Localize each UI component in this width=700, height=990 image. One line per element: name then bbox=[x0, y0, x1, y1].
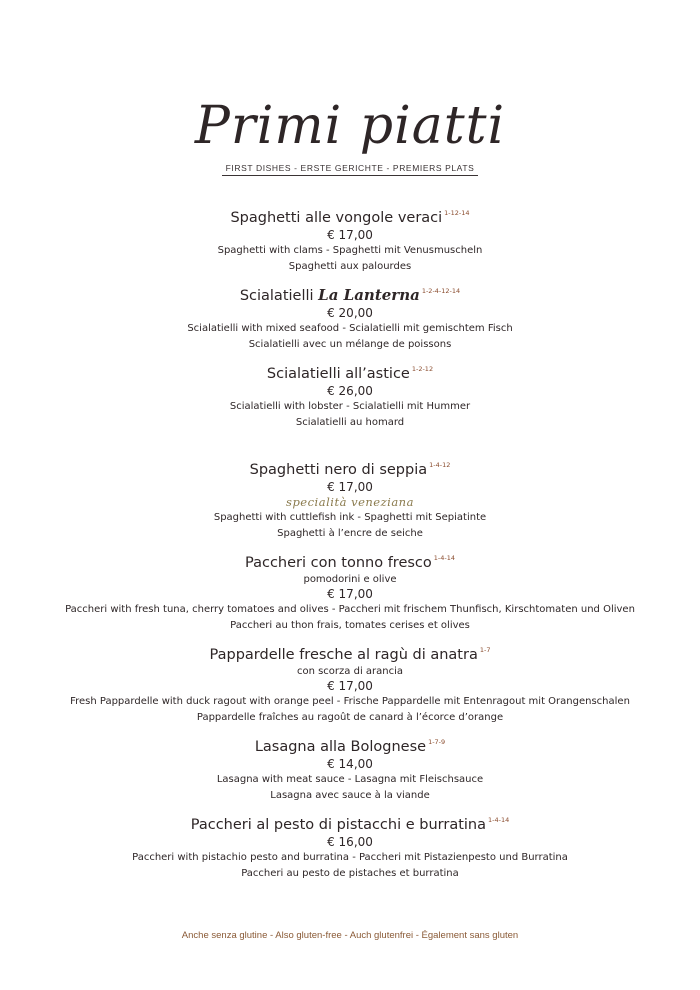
house-name-logo: La Lanterna bbox=[318, 286, 420, 304]
dish-description-en-de: Lasagna with meat sauce - Lasagna mit Fleischsauce bbox=[216, 774, 484, 785]
menu-item-pappardelle-anatra bbox=[0, 641, 700, 725]
dish-description-en-de: Scialatielli with lobster - Scialatielli mit Hummer bbox=[229, 401, 471, 412]
menu-item-scialatielli-lanterna bbox=[0, 282, 700, 352]
dish-name: Paccheri con tonno fresco bbox=[245, 555, 432, 571]
dish-description-fr: Lasagna avec sauce à la viande bbox=[270, 789, 430, 801]
menu-item-paccheri-tonno bbox=[0, 549, 700, 633]
dish-name: Scialatielli bbox=[239, 288, 314, 304]
menu-item-spaghetti-vongole bbox=[0, 204, 700, 274]
dish-name: Paccheri al pesto di pistacchi e burratina bbox=[190, 817, 486, 833]
dish-description-en-de: Spaghetti with clams - Spaghetti mit Venusmuscheln bbox=[217, 245, 483, 256]
dish-price: € 17,00 bbox=[327, 679, 373, 693]
menu-item-paccheri-pistacchi bbox=[0, 811, 700, 881]
dish-description-fr: Pappardelle fraîches au ragoût de canard à l’écorce d’orange bbox=[196, 711, 504, 723]
dish-description-fr: Spaghetti aux palourdes bbox=[288, 260, 412, 272]
dish-description-en-de: Fresh Pappardelle with duck ragout with orange peel - Frische Pappardelle mit Entenragout mit Orangenschalen bbox=[70, 696, 630, 707]
dish-description-fr: Spaghetti à l’encre de seiche bbox=[277, 527, 423, 539]
dish-price: € 26,00 bbox=[327, 384, 373, 398]
dish-name: Scialatielli all’astice bbox=[266, 366, 410, 382]
dish-name: Lasagna alla Bolognese bbox=[254, 739, 427, 755]
allergen-codes: 1-4-14 bbox=[433, 554, 455, 562]
allergen-codes: 1-2-4-12-14 bbox=[421, 287, 461, 295]
dish-name: Spaghetti nero di seppia bbox=[249, 462, 428, 478]
dish-price: € 17,00 bbox=[327, 480, 373, 494]
dish-name: Spaghetti alle vongole veraci bbox=[230, 210, 443, 226]
allergen-codes: 1-4-12 bbox=[429, 461, 451, 469]
menu-item-scialatielli-astice bbox=[0, 360, 700, 430]
dish-note: pomodorini e olive bbox=[303, 574, 397, 585]
menu-item-lasagna bbox=[0, 733, 700, 803]
dish-price: € 17,00 bbox=[327, 228, 373, 242]
dish-price: € 16,00 bbox=[327, 835, 373, 849]
menu-item-spaghetti-nero bbox=[0, 456, 700, 541]
allergen-codes: 1-2-12 bbox=[411, 365, 434, 373]
dish-description-fr: Scialatielli au homard bbox=[295, 416, 405, 428]
dish-price: € 17,00 bbox=[327, 587, 373, 601]
dish-note: con scorza di arancia bbox=[296, 666, 404, 677]
dish-name: Pappardelle fresche al ragù di anatra bbox=[209, 647, 478, 663]
dish-description-fr: Scialatielli avec un mélange de poissons bbox=[248, 338, 452, 350]
dish-description-en-de: Scialatielli with mixed seafood - Scialatielli mit gemischtem Fisch bbox=[187, 323, 513, 334]
dish-price: € 20,00 bbox=[327, 306, 373, 320]
dish-description-fr: Paccheri au pesto de pistaches et burratina bbox=[241, 867, 459, 879]
specialty-tag: specialità veneziana bbox=[286, 495, 414, 509]
dish-list bbox=[0, 204, 700, 881]
allergen-codes: 1-4-14 bbox=[488, 816, 510, 824]
dish-description-fr: Paccheri au thon frais, tomates cerises et olives bbox=[230, 619, 470, 631]
allergen-codes: 1-7 bbox=[479, 646, 491, 654]
dish-description-en-de: Paccheri with fresh tuna, cherry tomatoes and olives - Paccheri mit frischem Thunfisch, Kirschtomaten und Oliven bbox=[65, 604, 635, 615]
menu-header bbox=[0, 96, 700, 176]
allergen-codes: 1-7-9 bbox=[428, 738, 446, 746]
dish-price: € 14,00 bbox=[327, 757, 373, 771]
page-subtitle: FIRST DISHES - ERSTE GERICHTE - PREMIERS PLATS bbox=[222, 163, 479, 176]
page-title: Primi piatti bbox=[194, 96, 506, 156]
dish-description-en-de: Paccheri with pistachio pesto and burratina - Paccheri mit Pistazienpesto und Burratina bbox=[132, 852, 568, 863]
gluten-free-note: Anche senza glutine - Also gluten-free - Auch glutenfrei - Également sans gluten bbox=[181, 930, 519, 941]
dish-description-en-de: Spaghetti with cuttlefish ink - Spaghetti mit Sepiatinte bbox=[213, 512, 487, 523]
allergen-codes: 1-12-14 bbox=[444, 209, 470, 217]
